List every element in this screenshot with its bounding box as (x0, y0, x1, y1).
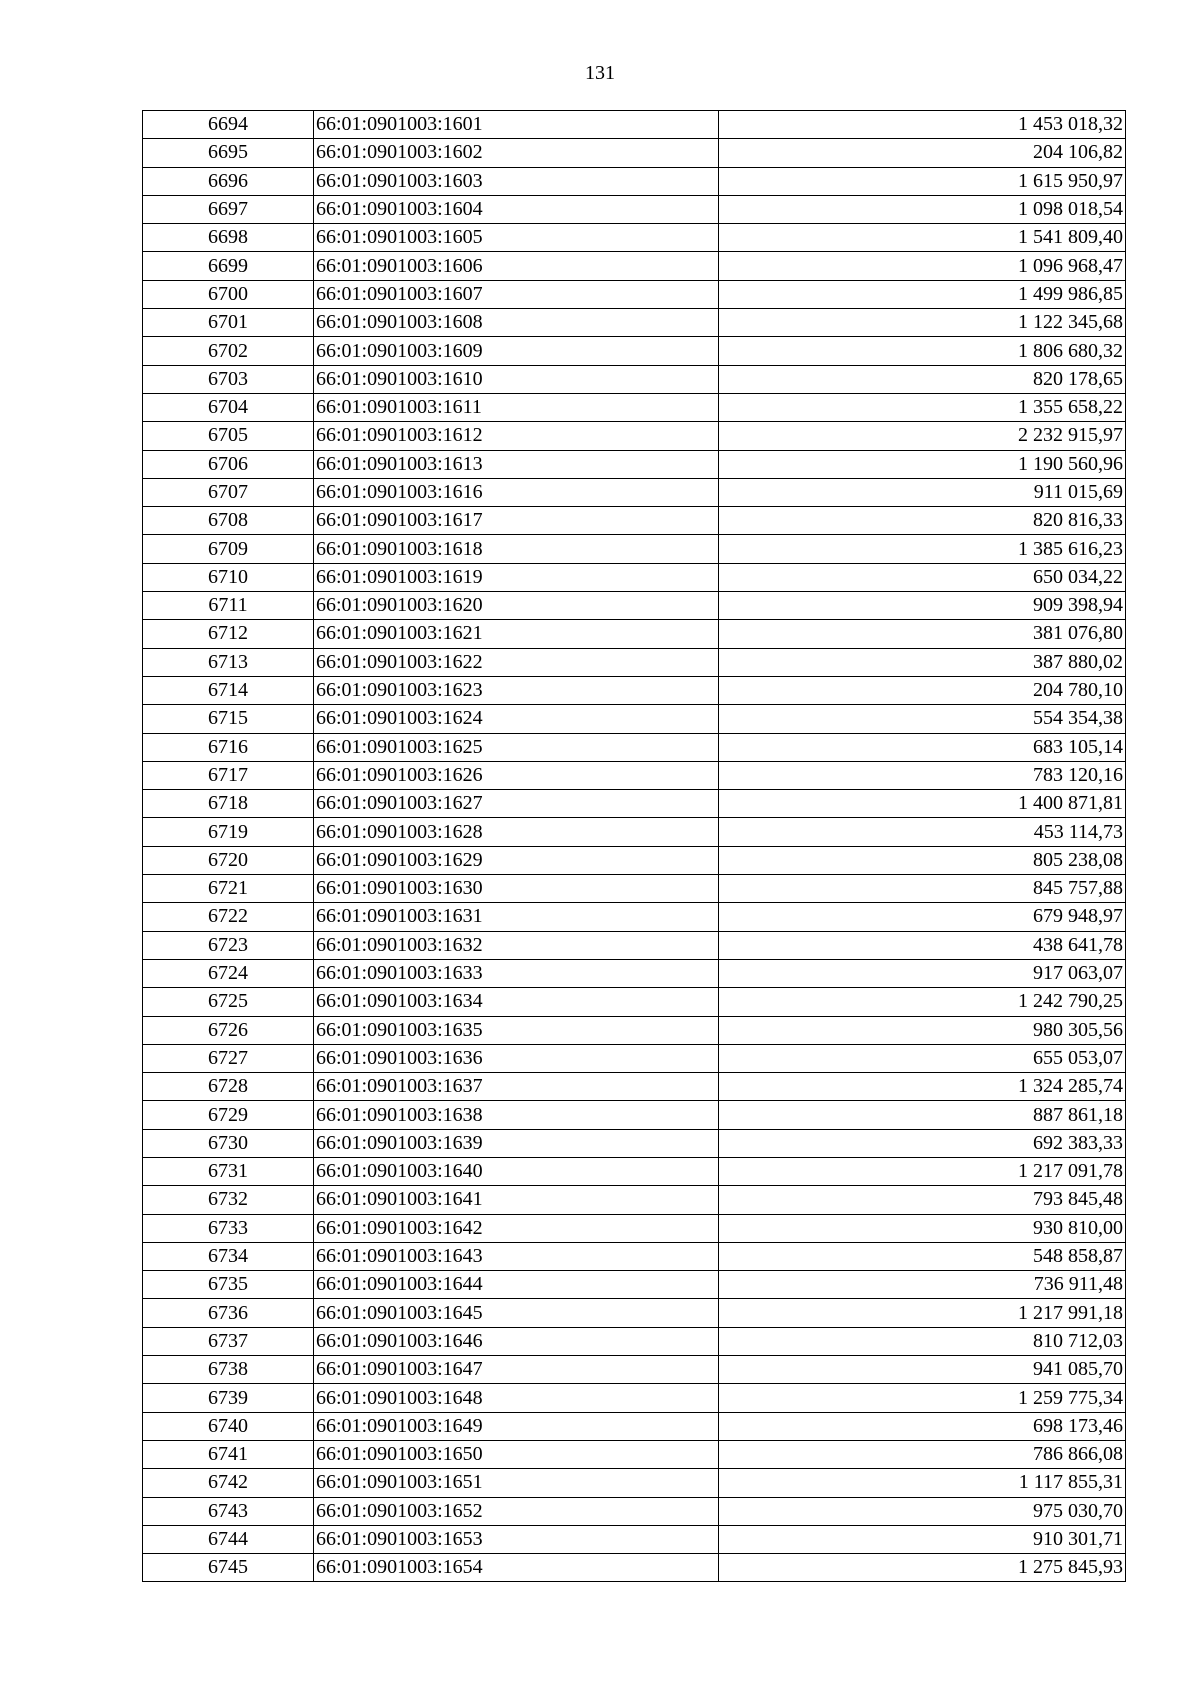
cadastral-number-cell: 66:01:0901003:1621 (314, 620, 719, 648)
table-row (143, 846, 1126, 874)
row-number-cell: 6725 (143, 988, 314, 1016)
cadastral-number-cell: 66:01:0901003:1602 (314, 139, 719, 167)
row-number-cell: 6721 (143, 875, 314, 903)
cadastral-value-cell: 2 232 915,97 (719, 422, 1126, 450)
row-number-cell: 6731 (143, 1157, 314, 1185)
cadastral-number-cell: 66:01:0901003:1632 (314, 931, 719, 959)
cadastral-number-cell: 66:01:0901003:1653 (314, 1525, 719, 1553)
table-row (143, 903, 1126, 931)
table-row (143, 422, 1126, 450)
row-number-cell: 6711 (143, 592, 314, 620)
page-number: 131 (585, 62, 615, 84)
table-row (143, 1299, 1126, 1327)
table-row (143, 507, 1126, 535)
cadastral-number-cell: 66:01:0901003:1629 (314, 846, 719, 874)
table-row (143, 592, 1126, 620)
table-row (143, 1497, 1126, 1525)
table-row (143, 1525, 1126, 1553)
cadastral-number-cell: 66:01:0901003:1622 (314, 648, 719, 676)
row-number-cell: 6740 (143, 1412, 314, 1440)
row-number-cell: 6707 (143, 478, 314, 506)
cadastral-number-cell: 66:01:0901003:1637 (314, 1073, 719, 1101)
cadastral-value-cell: 548 858,87 (719, 1242, 1126, 1270)
row-number-cell: 6743 (143, 1497, 314, 1525)
cadastral-value-cell: 438 641,78 (719, 931, 1126, 959)
cadastral-number-cell: 66:01:0901003:1652 (314, 1497, 719, 1525)
row-number-cell: 6712 (143, 620, 314, 648)
cadastral-value-cell: 1 096 968,47 (719, 252, 1126, 280)
cadastral-value-cell: 805 238,08 (719, 846, 1126, 874)
table-row (143, 1356, 1126, 1384)
cadastral-number-cell: 66:01:0901003:1626 (314, 761, 719, 789)
cadastral-value-cell: 1 117 855,31 (719, 1469, 1126, 1497)
cadastral-value-cell: 1 499 986,85 (719, 280, 1126, 308)
table-body (143, 111, 1126, 1582)
table-row (143, 1327, 1126, 1355)
cadastral-number-cell: 66:01:0901003:1642 (314, 1214, 719, 1242)
cadastral-value-cell: 820 816,33 (719, 507, 1126, 535)
cadastral-number-cell: 66:01:0901003:1648 (314, 1384, 719, 1412)
cadastral-number-cell: 66:01:0901003:1608 (314, 309, 719, 337)
cadastral-number-cell: 66:01:0901003:1651 (314, 1469, 719, 1497)
row-number-cell: 6733 (143, 1214, 314, 1242)
cadastral-value-cell: 911 015,69 (719, 478, 1126, 506)
cadastral-value-cell: 736 911,48 (719, 1271, 1126, 1299)
table-row (143, 1554, 1126, 1582)
cadastral-number-cell: 66:01:0901003:1635 (314, 1016, 719, 1044)
table-row (143, 959, 1126, 987)
row-number-cell: 6724 (143, 959, 314, 987)
cadastral-number-cell: 66:01:0901003:1611 (314, 393, 719, 421)
row-number-cell: 6717 (143, 761, 314, 789)
table-row (143, 931, 1126, 959)
row-number-cell: 6739 (143, 1384, 314, 1412)
row-number-cell: 6697 (143, 195, 314, 223)
cadastral-value-cell: 980 305,56 (719, 1016, 1126, 1044)
row-number-cell: 6710 (143, 563, 314, 591)
row-number-cell: 6714 (143, 676, 314, 704)
table-row (143, 337, 1126, 365)
cadastral-value-cell: 793 845,48 (719, 1186, 1126, 1214)
cadastral-value-cell: 909 398,94 (719, 592, 1126, 620)
row-number-cell: 6738 (143, 1356, 314, 1384)
cadastral-value-table (142, 110, 1126, 1582)
cadastral-value-cell: 917 063,07 (719, 959, 1126, 987)
cadastral-value-cell: 679 948,97 (719, 903, 1126, 931)
table-row (143, 1016, 1126, 1044)
row-number-cell: 6719 (143, 818, 314, 846)
cadastral-value-cell: 1 217 091,78 (719, 1157, 1126, 1185)
table-row (143, 535, 1126, 563)
table-row (143, 280, 1126, 308)
row-number-cell: 6720 (143, 846, 314, 874)
cadastral-number-cell: 66:01:0901003:1617 (314, 507, 719, 535)
table-row (143, 1129, 1126, 1157)
row-number-cell: 6695 (143, 139, 314, 167)
table-row (143, 1242, 1126, 1270)
row-number-cell: 6741 (143, 1440, 314, 1468)
cadastral-value-cell: 910 301,71 (719, 1525, 1126, 1553)
cadastral-value-cell: 1 385 616,23 (719, 535, 1126, 563)
table-row (143, 450, 1126, 478)
row-number-cell: 6705 (143, 422, 314, 450)
cadastral-number-cell: 66:01:0901003:1605 (314, 224, 719, 252)
cadastral-number-cell: 66:01:0901003:1601 (314, 111, 719, 139)
cadastral-number-cell: 66:01:0901003:1631 (314, 903, 719, 931)
table-row (143, 167, 1126, 195)
row-number-cell: 6709 (143, 535, 314, 563)
cadastral-number-cell: 66:01:0901003:1649 (314, 1412, 719, 1440)
cadastral-value-cell: 655 053,07 (719, 1044, 1126, 1072)
cadastral-value-cell: 381 076,80 (719, 620, 1126, 648)
row-number-cell: 6727 (143, 1044, 314, 1072)
table-row (143, 1157, 1126, 1185)
table-row (143, 1469, 1126, 1497)
row-number-cell: 6730 (143, 1129, 314, 1157)
row-number-cell: 6723 (143, 931, 314, 959)
cadastral-value-cell: 1 190 560,96 (719, 450, 1126, 478)
cadastral-number-cell: 66:01:0901003:1613 (314, 450, 719, 478)
row-number-cell: 6699 (143, 252, 314, 280)
table-row (143, 648, 1126, 676)
row-number-cell: 6726 (143, 1016, 314, 1044)
cadastral-value-cell: 845 757,88 (719, 875, 1126, 903)
cadastral-number-cell: 66:01:0901003:1610 (314, 365, 719, 393)
cadastral-value-cell: 1 324 285,74 (719, 1073, 1126, 1101)
cadastral-value-cell: 683 105,14 (719, 733, 1126, 761)
cadastral-value-cell: 1 806 680,32 (719, 337, 1126, 365)
row-number-cell: 6734 (143, 1242, 314, 1270)
row-number-cell: 6737 (143, 1327, 314, 1355)
table-row (143, 1044, 1126, 1072)
cadastral-number-cell: 66:01:0901003:1603 (314, 167, 719, 195)
cadastral-value-cell: 1 355 658,22 (719, 393, 1126, 421)
cadastral-value-cell: 453 114,73 (719, 818, 1126, 846)
cadastral-number-cell: 66:01:0901003:1638 (314, 1101, 719, 1129)
cadastral-value-cell: 975 030,70 (719, 1497, 1126, 1525)
cadastral-value-cell: 1 615 950,97 (719, 167, 1126, 195)
cadastral-number-cell: 66:01:0901003:1616 (314, 478, 719, 506)
table-row (143, 309, 1126, 337)
cadastral-number-cell: 66:01:0901003:1645 (314, 1299, 719, 1327)
cadastral-number-cell: 66:01:0901003:1607 (314, 280, 719, 308)
cadastral-value-cell: 887 861,18 (719, 1101, 1126, 1129)
row-number-cell: 6698 (143, 224, 314, 252)
table-row (143, 705, 1126, 733)
cadastral-number-cell: 66:01:0901003:1639 (314, 1129, 719, 1157)
cadastral-value-cell: 783 120,16 (719, 761, 1126, 789)
table-row (143, 1271, 1126, 1299)
cadastral-number-cell: 66:01:0901003:1628 (314, 818, 719, 846)
cadastral-value-cell: 1 242 790,25 (719, 988, 1126, 1016)
cadastral-value-cell: 692 383,33 (719, 1129, 1126, 1157)
table-row (143, 224, 1126, 252)
cadastral-number-cell: 66:01:0901003:1619 (314, 563, 719, 591)
cadastral-number-cell: 66:01:0901003:1654 (314, 1554, 719, 1582)
table-row (143, 790, 1126, 818)
cadastral-number-cell: 66:01:0901003:1650 (314, 1440, 719, 1468)
table-row (143, 620, 1126, 648)
table-row (143, 111, 1126, 139)
table-row (143, 1384, 1126, 1412)
cadastral-number-cell: 66:01:0901003:1618 (314, 535, 719, 563)
table-row (143, 563, 1126, 591)
row-number-cell: 6702 (143, 337, 314, 365)
cadastral-number-cell: 66:01:0901003:1620 (314, 592, 719, 620)
row-number-cell: 6708 (143, 507, 314, 535)
row-number-cell: 6722 (143, 903, 314, 931)
table-row (143, 1073, 1126, 1101)
row-number-cell: 6745 (143, 1554, 314, 1582)
cadastral-number-cell: 66:01:0901003:1646 (314, 1327, 719, 1355)
cadastral-number-cell: 66:01:0901003:1640 (314, 1157, 719, 1185)
cadastral-value-cell: 698 173,46 (719, 1412, 1126, 1440)
cadastral-value-cell: 1 541 809,40 (719, 224, 1126, 252)
cadastral-value-cell: 1 453 018,32 (719, 111, 1126, 139)
row-number-cell: 6742 (143, 1469, 314, 1497)
table-row (143, 733, 1126, 761)
row-number-cell: 6735 (143, 1271, 314, 1299)
cadastral-value-cell: 786 866,08 (719, 1440, 1126, 1468)
cadastral-value-cell: 1 098 018,54 (719, 195, 1126, 223)
row-number-cell: 6729 (143, 1101, 314, 1129)
cadastral-value-cell: 204 780,10 (719, 676, 1126, 704)
cadastral-number-cell: 66:01:0901003:1606 (314, 252, 719, 280)
cadastral-number-cell: 66:01:0901003:1641 (314, 1186, 719, 1214)
table-row (143, 875, 1126, 903)
table-row (143, 676, 1126, 704)
table-row (143, 818, 1126, 846)
cadastral-number-cell: 66:01:0901003:1609 (314, 337, 719, 365)
cadastral-value-cell: 387 880,02 (719, 648, 1126, 676)
cadastral-number-cell: 66:01:0901003:1647 (314, 1356, 719, 1384)
row-number-cell: 6732 (143, 1186, 314, 1214)
row-number-cell: 6700 (143, 280, 314, 308)
row-number-cell: 6701 (143, 309, 314, 337)
table-row (143, 393, 1126, 421)
cadastral-number-cell: 66:01:0901003:1633 (314, 959, 719, 987)
table-row (143, 1412, 1126, 1440)
row-number-cell: 6703 (143, 365, 314, 393)
table-row (143, 139, 1126, 167)
cadastral-number-cell: 66:01:0901003:1612 (314, 422, 719, 450)
cadastral-value-cell: 941 085,70 (719, 1356, 1126, 1384)
row-number-cell: 6715 (143, 705, 314, 733)
row-number-cell: 6713 (143, 648, 314, 676)
row-number-cell: 6736 (143, 1299, 314, 1327)
row-number-cell: 6694 (143, 111, 314, 139)
table-row (143, 1214, 1126, 1242)
table-row (143, 252, 1126, 280)
cadastral-number-cell: 66:01:0901003:1636 (314, 1044, 719, 1072)
table-row (143, 365, 1126, 393)
cadastral-value-cell: 820 178,65 (719, 365, 1126, 393)
cadastral-number-cell: 66:01:0901003:1627 (314, 790, 719, 818)
cadastral-number-cell: 66:01:0901003:1630 (314, 875, 719, 903)
table-row (143, 1440, 1126, 1468)
cadastral-value-cell: 554 354,38 (719, 705, 1126, 733)
table-row (143, 1101, 1126, 1129)
cadastral-number-cell: 66:01:0901003:1634 (314, 988, 719, 1016)
table-row (143, 195, 1126, 223)
table-row (143, 761, 1126, 789)
row-number-cell: 6744 (143, 1525, 314, 1553)
table-row (143, 478, 1126, 506)
cadastral-value-cell: 1 259 775,34 (719, 1384, 1126, 1412)
cadastral-number-cell: 66:01:0901003:1625 (314, 733, 719, 761)
row-number-cell: 6696 (143, 167, 314, 195)
row-number-cell: 6704 (143, 393, 314, 421)
cadastral-number-cell: 66:01:0901003:1623 (314, 676, 719, 704)
cadastral-number-cell: 66:01:0901003:1624 (314, 705, 719, 733)
cadastral-value-cell: 650 034,22 (719, 563, 1126, 591)
cadastral-value-cell: 930 810,00 (719, 1214, 1126, 1242)
row-number-cell: 6706 (143, 450, 314, 478)
row-number-cell: 6718 (143, 790, 314, 818)
cadastral-value-cell: 810 712,03 (719, 1327, 1126, 1355)
cadastral-value-cell: 1 122 345,68 (719, 309, 1126, 337)
cadastral-number-cell: 66:01:0901003:1644 (314, 1271, 719, 1299)
cadastral-number-cell: 66:01:0901003:1604 (314, 195, 719, 223)
cadastral-number-cell: 66:01:0901003:1643 (314, 1242, 719, 1270)
row-number-cell: 6716 (143, 733, 314, 761)
cadastral-value-cell: 1 400 871,81 (719, 790, 1126, 818)
cadastral-value-cell: 1 217 991,18 (719, 1299, 1126, 1327)
table-row (143, 988, 1126, 1016)
cadastral-value-cell: 1 275 845,93 (719, 1554, 1126, 1582)
cadastral-value-cell: 204 106,82 (719, 139, 1126, 167)
table-row (143, 1186, 1126, 1214)
row-number-cell: 6728 (143, 1073, 314, 1101)
